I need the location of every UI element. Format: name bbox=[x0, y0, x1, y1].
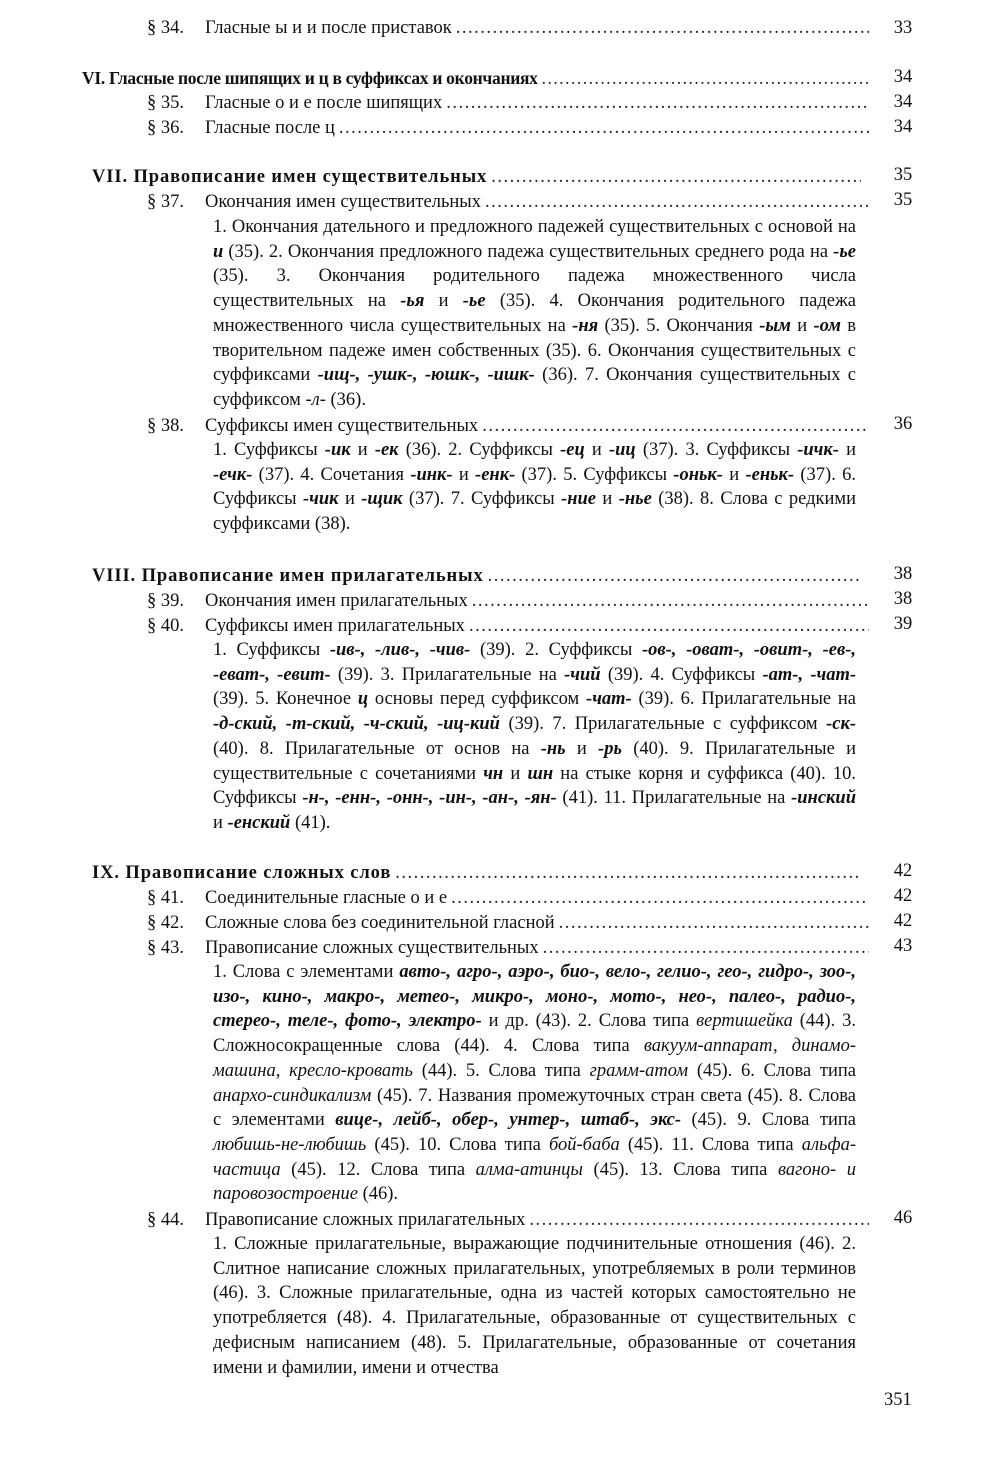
page-ref: 38 bbox=[893, 589, 913, 609]
description-text: (37). 4. Сочетания bbox=[252, 464, 411, 485]
emphasis-term: и bbox=[213, 241, 224, 262]
emphasis-term: -ец bbox=[560, 440, 585, 460]
section-number: § 38. bbox=[147, 416, 184, 436]
section-title: Соединительные гласные о и е bbox=[205, 888, 448, 908]
leader-dots bbox=[451, 885, 869, 911]
toc-chapter-6 bbox=[82, 65, 869, 91]
description-text: (35). 4. Окончания родительного падежа множественного числа существительных на bbox=[213, 291, 856, 336]
page-ref: 38 bbox=[893, 564, 913, 584]
leader-dots bbox=[469, 613, 869, 639]
description-text: 1. Слова с элементами bbox=[213, 962, 400, 982]
emphasis-term: вице-, лейб-, обер-, унтер-, штаб-, экс- bbox=[335, 1110, 682, 1131]
page-ref: 46 bbox=[893, 1208, 913, 1228]
emphasis-term: -ек bbox=[374, 440, 399, 460]
description-text: (37). 3. Суффиксы bbox=[635, 440, 798, 460]
section-number: § 36. bbox=[147, 118, 184, 138]
section-number: § 35. bbox=[147, 93, 184, 113]
emphasis-term: -рь bbox=[598, 738, 622, 759]
description-text: основы перед суффиксом bbox=[368, 689, 587, 710]
emphasis-term: -ние bbox=[561, 489, 596, 510]
description-text: и др. (43). 2. Слова типа bbox=[481, 1011, 697, 1032]
example-term: вертишейка bbox=[696, 1011, 793, 1032]
leader-dots bbox=[456, 15, 869, 41]
description-text: 1. Суффиксы bbox=[213, 640, 330, 660]
leader-dots bbox=[529, 1207, 869, 1233]
description-text: (45). 7. Названия промежуточных стран света (45). 8. Слова с элементами bbox=[213, 1085, 856, 1131]
example-term: -л- bbox=[305, 389, 326, 410]
entry-description-40 bbox=[213, 638, 856, 836]
emphasis-term: -ечк- bbox=[213, 464, 253, 485]
toc-entry-44 bbox=[147, 1207, 869, 1233]
page-ref: 36 bbox=[893, 414, 913, 434]
entry-description-44 bbox=[213, 1232, 856, 1380]
entry-description-37 bbox=[213, 215, 856, 413]
page-ref: 43 bbox=[893, 936, 913, 956]
chapter-title: VI. Гласные после шипящих и ц в суффиксах и окончаниях bbox=[82, 68, 538, 88]
entry-description-38 bbox=[213, 438, 856, 537]
description-text: (40). 9. Прилагательные и существительные с сочетаниями bbox=[213, 738, 856, 784]
description-text: и bbox=[838, 440, 856, 460]
description-text: и bbox=[350, 440, 375, 460]
description-text: (45). 13. Слова типа bbox=[582, 1159, 778, 1180]
emphasis-term: -ье bbox=[462, 291, 486, 312]
example-term: вагоно- и паровозостроение bbox=[213, 1159, 856, 1205]
description-text: (37). 5. Суффиксы bbox=[515, 464, 674, 485]
description-text: и bbox=[722, 464, 746, 485]
entry-description-43 bbox=[213, 960, 856, 1207]
description-text: и bbox=[595, 489, 619, 510]
section-title: Гласные о и е после шипящих bbox=[205, 93, 443, 113]
toc-entry-35 bbox=[147, 90, 869, 116]
description-text: и bbox=[338, 489, 362, 510]
page-ref: 33 bbox=[893, 18, 913, 38]
example-term: анархо-синдикализм bbox=[213, 1085, 372, 1106]
description-text: в творительном падеже имен собственных (35). 6. Окончания существительных с суффиксами bbox=[213, 315, 856, 386]
section-title: Гласные ы и и после приставок bbox=[205, 18, 452, 38]
page-ref: 34 bbox=[893, 67, 913, 87]
chapter-title: VII. Правописание имен существительных bbox=[92, 167, 488, 187]
emphasis-term: -ья bbox=[400, 291, 425, 312]
description-text: (37). 7. Суффиксы bbox=[402, 489, 562, 510]
leader-dots bbox=[543, 935, 869, 961]
section-title: Правописание сложных прилагательных bbox=[205, 1210, 526, 1230]
emphasis-term: -ичк- bbox=[797, 440, 839, 460]
page-ref: 42 bbox=[893, 886, 913, 906]
toc-entry-34 bbox=[147, 15, 869, 41]
description-text: и bbox=[790, 315, 814, 336]
leader-dots bbox=[559, 910, 869, 936]
emphasis-term: чн bbox=[483, 763, 504, 784]
example-term: бой-баба bbox=[548, 1134, 620, 1155]
emphasis-term: -оньк- bbox=[673, 464, 723, 485]
emphasis-term: -чик bbox=[303, 489, 339, 510]
description-text: (36). 2. Суффиксы bbox=[398, 440, 561, 460]
description-text: (38). 8. Слова с редкими суффиксами (38). bbox=[213, 489, 856, 535]
description-text: (45). 12. Слова типа bbox=[280, 1159, 476, 1180]
description-text: 1. Окончания дательного и предложного падежей существительных с основой на bbox=[213, 217, 856, 237]
leader-dots bbox=[491, 164, 861, 190]
description-text: и bbox=[424, 291, 463, 312]
description-text: (44). 3. Сложносокращенные слова (44). 4. Слова типа bbox=[213, 1011, 856, 1057]
toc-entry-38 bbox=[147, 413, 869, 439]
description-text: (39). 3. Прилагательные на bbox=[330, 664, 565, 685]
emphasis-term: -еньк- bbox=[745, 464, 795, 485]
page-ref: 39 bbox=[893, 614, 913, 634]
emphasis-term: авто-, агро-, аэро-, био-, вело-, гелио-, гео-, гидро-, зоо-, изо-, кино-, макро-, метео-, микро-, моно-, мото-, нео-, палео-, радио-, стерео-, теле-, фото-, электро- bbox=[213, 962, 856, 1032]
toc-chapter-9 bbox=[92, 860, 861, 886]
leader-dots bbox=[488, 563, 861, 589]
description-text: и bbox=[584, 440, 609, 460]
section-title: Правописание сложных существительных bbox=[205, 938, 539, 958]
description-text: (39). 2. Суффиксы bbox=[470, 640, 642, 660]
emphasis-term: -енский bbox=[227, 812, 291, 833]
emphasis-term: -ищ-, -ушк-, -юшк-, -ишк- bbox=[317, 365, 535, 386]
description-text: (35). 5. Окончания bbox=[598, 315, 760, 336]
toc-entry-39 bbox=[147, 588, 869, 614]
description-text: на стыке корня и суффикса (40). 10. Суффиксы bbox=[213, 763, 856, 809]
description-text: (45). 6. Слова типа bbox=[688, 1060, 856, 1081]
toc-entry-41 bbox=[147, 885, 869, 911]
example-term: вакуум-аппарат, динамо-машина, кресло-кровать bbox=[213, 1036, 856, 1081]
emphasis-term: -нь bbox=[540, 738, 566, 759]
description-text: (39). 7. Прилагательные с суффиксом bbox=[499, 714, 827, 735]
description-text: (36). 7. Окончания существительных с суффиксом bbox=[213, 365, 856, 410]
section-title: Суффиксы имен существительных bbox=[205, 416, 479, 436]
description-text: (40). 8. Прилагательные от основ на bbox=[213, 738, 541, 759]
leader-dots bbox=[485, 189, 869, 215]
page-number: 351 bbox=[884, 1390, 912, 1410]
description-text: (45). 10. Слова типа bbox=[366, 1134, 549, 1155]
description-text: 1. Суффиксы bbox=[213, 440, 325, 460]
description-text: и bbox=[565, 738, 599, 759]
leader-dots bbox=[482, 413, 869, 439]
page-ref: 42 bbox=[893, 861, 913, 881]
section-number: § 34. bbox=[147, 18, 184, 38]
emphasis-term: ц bbox=[357, 689, 369, 710]
chapter-title: VIII. Правописание имен прилагательных bbox=[92, 566, 484, 586]
leader-dots bbox=[339, 115, 869, 141]
section-number: § 42. bbox=[147, 913, 184, 933]
leader-dots bbox=[472, 588, 869, 614]
section-number: § 37. bbox=[147, 192, 184, 212]
section-title: Окончания имен прилагательных bbox=[205, 591, 468, 611]
description-text: и bbox=[213, 812, 228, 833]
leader-dots bbox=[446, 90, 869, 116]
emphasis-term: -ым bbox=[759, 315, 791, 336]
description-text: (39). 4. Суффиксы bbox=[600, 664, 763, 685]
emphasis-term: -чий bbox=[564, 664, 601, 685]
section-number: § 43. bbox=[147, 938, 184, 958]
emphasis-term: -н-, -енн-, -онн-, -ин-, -ан-, -ян- bbox=[302, 788, 557, 809]
example-term: любишь-не-любишь bbox=[213, 1134, 367, 1155]
section-title: Суффиксы имен прилагательных bbox=[205, 616, 465, 636]
description-text: (35). 3. Окончания родительного падежа множественного числа существительных на bbox=[213, 266, 856, 312]
section-number: § 39. bbox=[147, 591, 184, 611]
description-text: (39). 6. Прилагательные на bbox=[631, 689, 856, 710]
emphasis-term: -ье bbox=[833, 241, 856, 262]
description-text: (41). 11. Прилагательные на bbox=[556, 788, 792, 809]
chapter-title: IX. Правописание сложных слов bbox=[92, 863, 392, 883]
leader-dots bbox=[542, 65, 869, 91]
section-title: Окончания имен существительных bbox=[205, 192, 481, 212]
description-text: (37). 6. Суффиксы bbox=[213, 464, 856, 510]
emphasis-term: шн bbox=[527, 763, 554, 784]
emphasis-term: -инк- bbox=[410, 464, 453, 485]
emphasis-term: -нье bbox=[618, 489, 652, 510]
description-text: (45). 11. Слова типа bbox=[619, 1134, 802, 1155]
emphasis-term: -ат-, -чат- bbox=[762, 664, 857, 685]
emphasis-term: -ик bbox=[324, 440, 351, 460]
description-text: (39). 5. Конечное bbox=[213, 689, 358, 710]
page-ref: 35 bbox=[893, 190, 913, 210]
page-ref: 35 bbox=[893, 165, 913, 185]
example-term: альфа-частица bbox=[213, 1134, 856, 1180]
section-number: § 41. bbox=[147, 888, 184, 908]
toc-entry-40 bbox=[147, 613, 869, 639]
emphasis-term: -ив-, -лив-, -чив- bbox=[329, 640, 471, 660]
section-title: Сложные слова без соединительной гласной bbox=[205, 913, 555, 933]
toc-chapter-7 bbox=[92, 164, 861, 190]
toc-entry-43 bbox=[147, 935, 869, 961]
description-text: 1. Сложные прилагательные, выражающие подчинительные отношения (46). 2. Слитное написание сложных прилагательных, употребляемых в роли терминов (46). 3. Сложные прилагательные, одна из частей которых самостоятельно не употребляется (48). 4. Прилагательные, образованные от существительных с дефисным написанием (48). 5. Прилагательные, образованные от сочетания имени и фамилии, имени и отчества bbox=[213, 1234, 856, 1378]
emphasis-term: -иц bbox=[608, 440, 636, 460]
description-text: (46). bbox=[357, 1184, 399, 1205]
toc-entry-36 bbox=[147, 115, 869, 141]
leader-dots bbox=[395, 860, 861, 886]
description-text: (36). bbox=[325, 389, 366, 410]
toc-chapter-8 bbox=[92, 563, 861, 589]
description-text: (35). 2. Окончания предложного падежа существительных среднего рода на bbox=[223, 241, 834, 262]
section-title: Гласные после ц bbox=[205, 118, 335, 138]
example-term: грамм-атом bbox=[589, 1060, 689, 1081]
emphasis-term: -ск- bbox=[826, 714, 857, 735]
description-text: (41). bbox=[290, 812, 331, 833]
page-ref: 42 bbox=[893, 911, 913, 931]
emphasis-term: -ня bbox=[572, 315, 599, 336]
description-text: и bbox=[503, 763, 528, 784]
page-ref: 34 bbox=[893, 117, 913, 137]
description-text: (45). 9. Слова типа bbox=[681, 1110, 856, 1131]
emphasis-term: -енк- bbox=[475, 464, 516, 485]
emphasis-term: -ом bbox=[813, 315, 841, 336]
toc-entry-37 bbox=[147, 189, 869, 215]
description-text: и bbox=[452, 464, 476, 485]
description-text: (44). 5. Слова типа bbox=[412, 1060, 590, 1081]
emphasis-term: -ов-, -оват-, -овит-, -ев-, -еват-, -евит- bbox=[213, 640, 856, 685]
emphasis-term: -щик bbox=[361, 489, 403, 510]
section-number: § 44. bbox=[147, 1210, 184, 1230]
emphasis-term: -д-ский, -т-ский, -ч-ский, -иц-кий bbox=[213, 714, 500, 735]
emphasis-term: -инский bbox=[791, 788, 856, 809]
page-ref: 34 bbox=[893, 92, 913, 112]
toc-entry-42 bbox=[147, 910, 869, 936]
example-term: алма-атинцы bbox=[475, 1159, 583, 1180]
emphasis-term: -чат- bbox=[586, 689, 632, 710]
section-number: § 40. bbox=[147, 616, 184, 636]
